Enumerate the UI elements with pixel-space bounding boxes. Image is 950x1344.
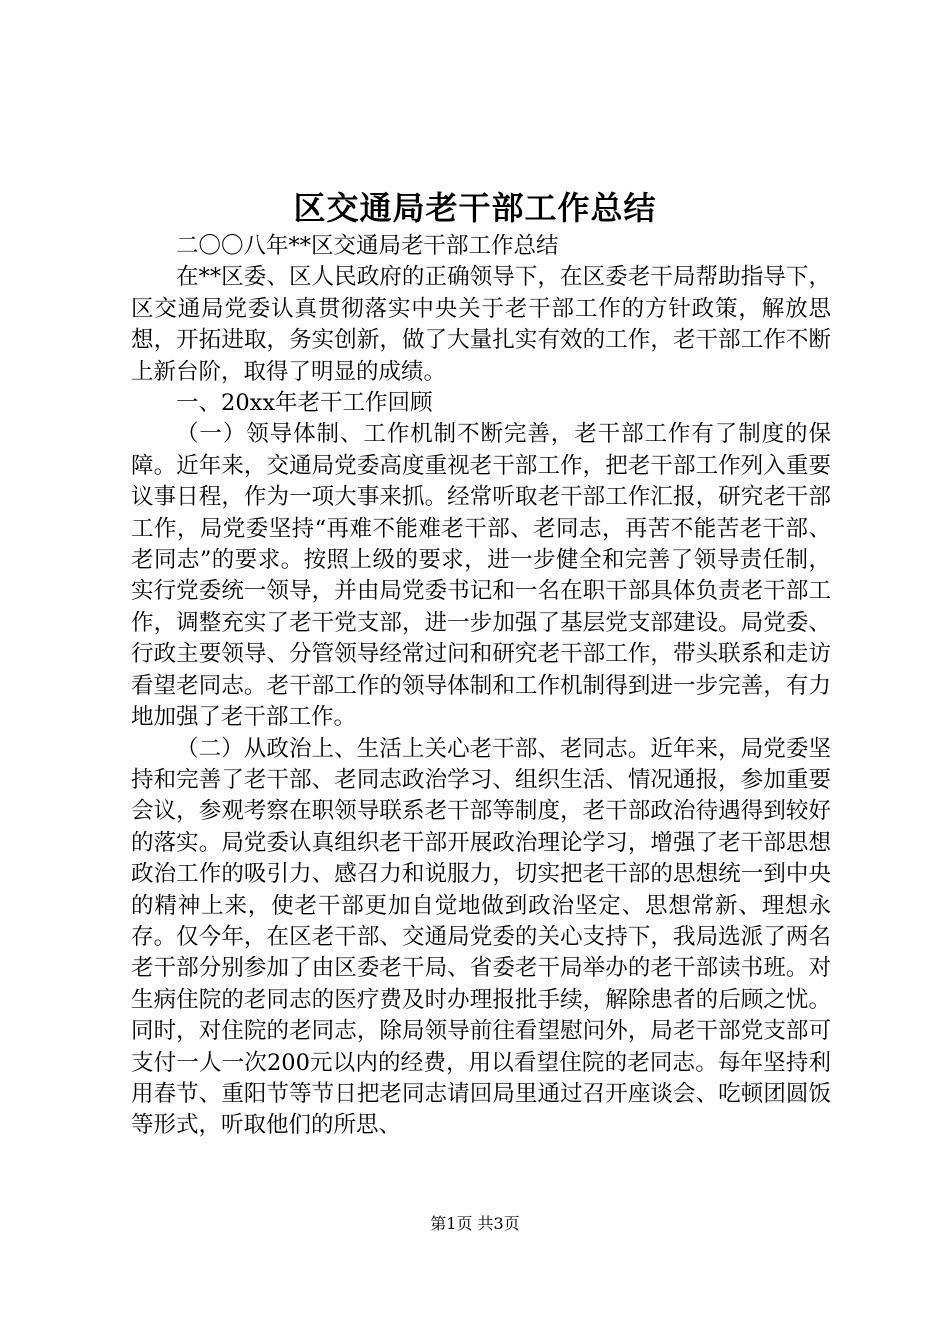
- paragraph-intro: 在**区委、区人民政府的正确领导下，在区委老干局帮助指导下，区交通局党委认真贯彻落实中央关于老干部工作的方针政策，解放思想，开拓进取，务实创新，做了大量扎实有效的工作，老干部工作不断上新台阶，取得了明显的成绩。: [131, 264, 831, 385]
- page-footer: 第1页 共3页: [430, 1214, 520, 1233]
- document-title: 区交通局老干部工作总结: [293, 189, 657, 227]
- paragraph-section-1: （一）领导体制、工作机制不断完善，老干部工作有了制度的保障。近年来，交通局党委高度重视老干部工作，把老干部工作列入重要议事日程，作为一项大事来抓。经常听取老干部工作汇报，研究老干部工作，局党委坚持“再难不能难老干部、老同志，再苦不能苦老干部、老同志”的要求。按照上级的要求，进一步健全和完善了领导责任制，实行党委统一领导，并由局党委书记和一名在职干部具体负责老干部工作，调整充实了老干党支部，进一步加强了基层党支部建设。局党委、行政主要领导、分管领导经常过问和研究老干部工作，带头联系和走访看望老同志。老干部工作的领导体制和工作机制得到进一步完善，有力地加强了老干部工作。: [131, 421, 831, 731]
- paragraph-section-2: （二）从政治上、生活上关心老干部、老同志。近年来，局党委坚持和完善了老干部、老同志政治学习、组织生活、情况通报，参加重要会议，参观考察在职领导联系老干部等制度，老干部政治待遇得到较好的落实。局党委认真组织老干部开展政治理论学习，增强了老干部思想政治工作的吸引力、感召力和说服力，切实把老干部的思想统一到中央的精神上来，使老干部更加自觉地做到政治坚定、思想常新、理想永存。仅今年，在区老干部、交通局党委的关心支持下，我局选派了两名老干部分别参加了由区委老干局、省委老干局举办的老干部读书班。对生病住院的老同志的医疗费及时办理报批手续，解除患者的后顾之忧。同时，对住院的老同志，除局领导前往看望慰问外，局老干部党支部可支付一人一次200元以内的经费，用以看望住院的老同志。每年坚持利用春节、重阳节等节日把老同志请回局里通过召开座谈会、吃顿团圆饭等形式，听取他们的所思、: [131, 735, 831, 1139]
- document-body: [131, 231, 831, 1142]
- section-heading: 一、20xx年老干工作回顾: [176, 390, 433, 417]
- paragraph-subtitle: 二〇〇八年**区交通局老干部工作总结: [176, 233, 559, 259]
